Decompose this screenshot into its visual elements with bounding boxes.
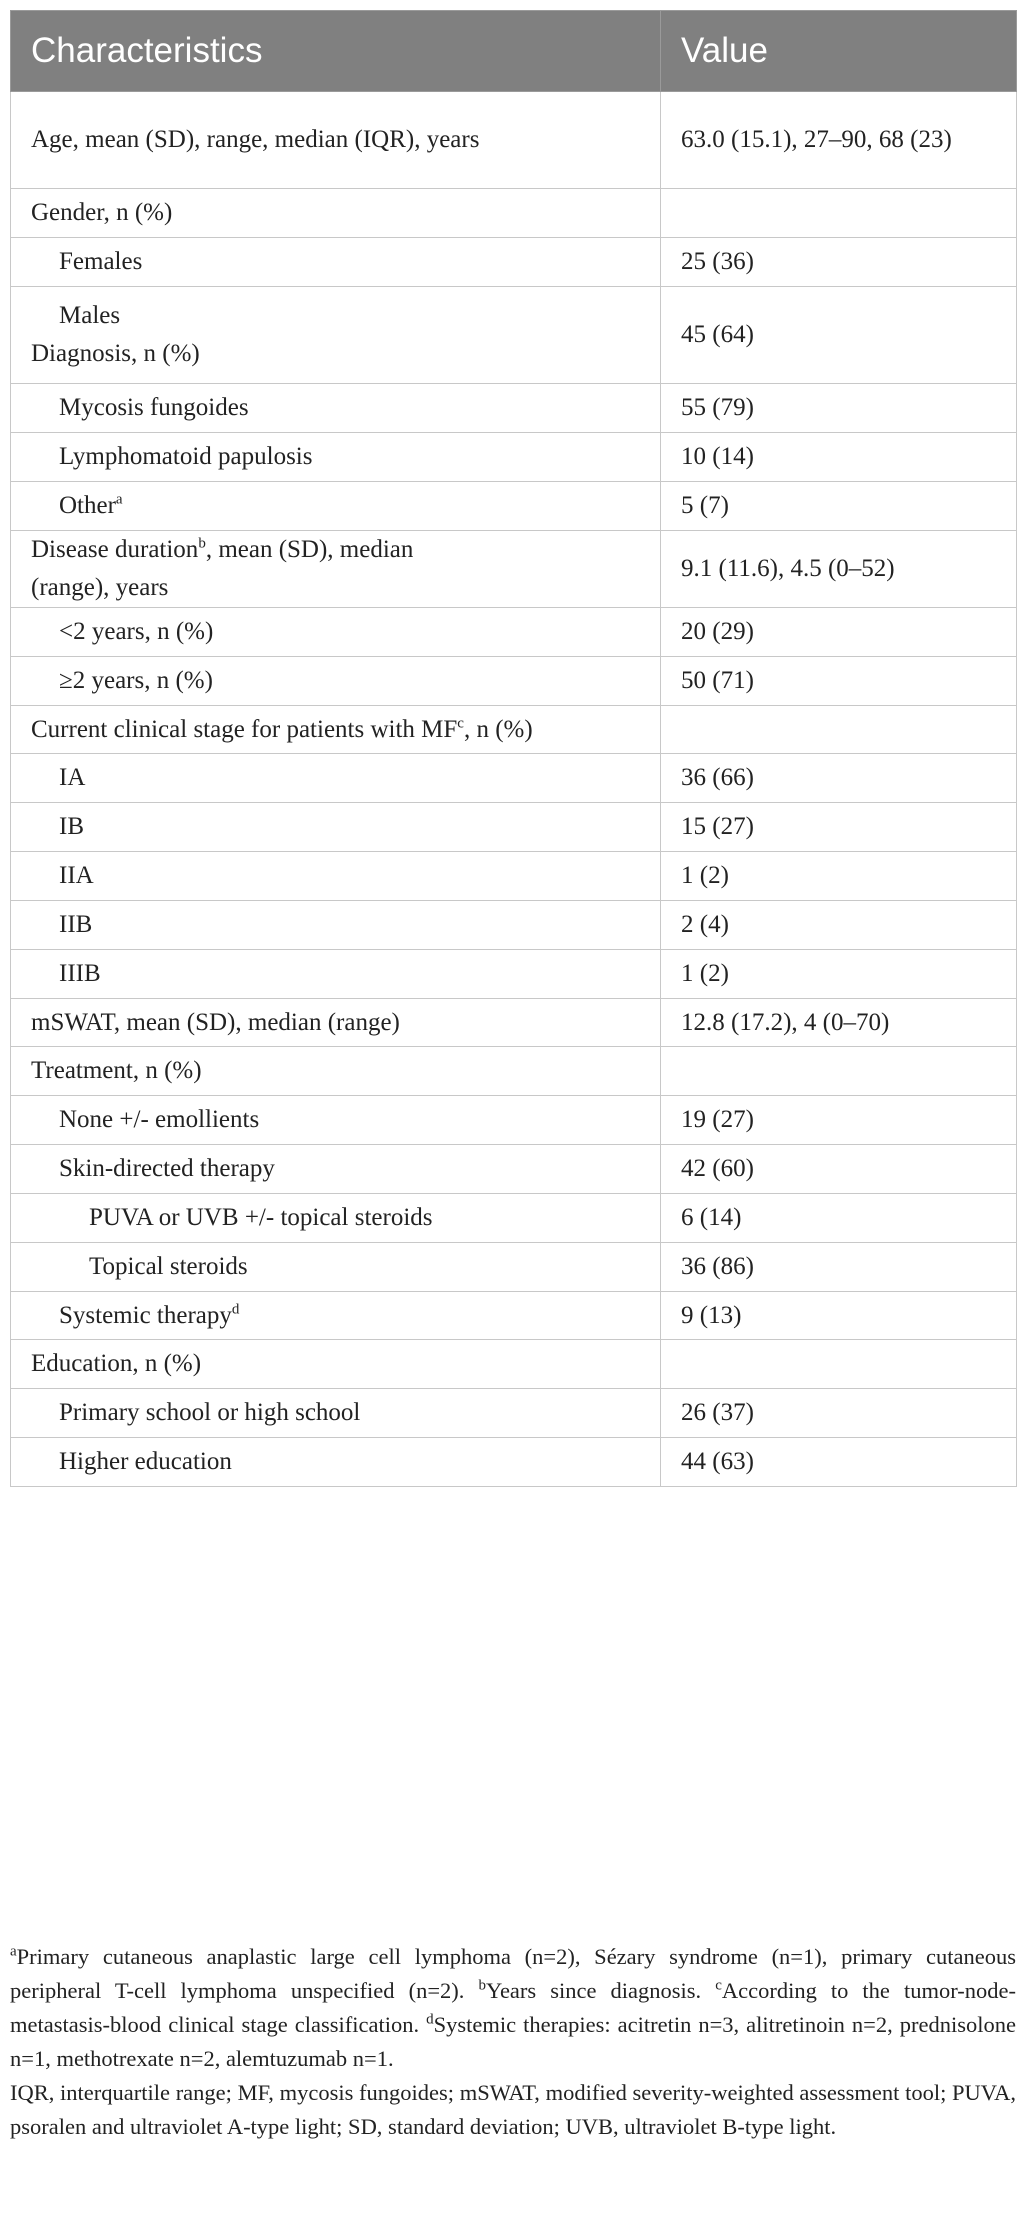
row-label [11, 803, 661, 852]
row-label-text: Other [59, 492, 116, 519]
row-value: 1 (2) [661, 950, 1017, 999]
table-row [11, 901, 1017, 950]
row-value: 44 (63) [661, 1438, 1017, 1487]
row-label-text: IIB [59, 911, 93, 938]
footnote-c-marker: c [715, 1977, 722, 1994]
table-row [11, 950, 1017, 999]
row-label-text-2: Diagnosis, n (%) [31, 340, 200, 367]
row-label-text: Age, mean (SD), range, median (IQR), years [31, 126, 480, 153]
row-value: 12.8 (17.2), 4 (0–70) [661, 999, 1017, 1047]
row-value: 50 (71) [661, 657, 1017, 706]
row-label-text: None +/- emollients [59, 1106, 260, 1133]
footnote-d-text: Systemic therapies: acitretin n=3, alitretinoin n=2, prednisolone n=1, methotrexate n=2, alemtuzumab n=1. [10, 2012, 1016, 2071]
row-value: 5 (7) [661, 482, 1017, 531]
row-label [11, 1096, 661, 1145]
row-value [661, 189, 1017, 238]
row-label [11, 482, 661, 531]
table-row [11, 482, 1017, 531]
row-value: 15 (27) [661, 803, 1017, 852]
row-label-text: Current clinical stage for patients with MF [31, 715, 458, 743]
row-label-text: Topical steroids [89, 1253, 248, 1280]
row-label-text: Primary school or high school [59, 1399, 361, 1426]
characteristics-table [10, 10, 1017, 1487]
row-value: 42 (60) [661, 1145, 1017, 1194]
row-label-text: Systemic therapy [59, 1301, 232, 1329]
table-row [11, 1194, 1017, 1243]
row-label [11, 1292, 661, 1340]
row-label-text: <2 years, n (%) [59, 618, 214, 645]
row-label [11, 1389, 661, 1438]
row-label-rest: , n (%) [463, 715, 533, 743]
row-label [11, 1340, 661, 1389]
row-label [11, 531, 661, 608]
row-label [11, 950, 661, 999]
header-characteristics: Characteristics [11, 11, 661, 92]
footnote-a-text: Primary cutaneous anaplastic large cell lymphoma (n=2), Sézary syndrome (n=1), primary cutaneous peripheral T-cell lymphoma unspecified (n=2). [10, 1944, 1016, 2003]
row-label [11, 657, 661, 706]
row-value: 45 (64) [661, 287, 1017, 384]
row-value: 20 (29) [661, 608, 1017, 657]
row-label-text: Lymphomatoid papulosis [59, 443, 313, 470]
footnote-b-text: Years since diagnosis. [485, 1978, 716, 2003]
footnote-d-marker: d [426, 2011, 434, 2028]
footnote-marker: b [198, 535, 206, 552]
table-row [11, 1096, 1017, 1145]
row-value: 63.0 (15.1), 27–90, 68 (23) [661, 92, 1017, 189]
row-label-text: IB [59, 813, 84, 840]
table-row [11, 706, 1017, 754]
footnote-b-marker: b [478, 1977, 486, 1994]
row-label [11, 92, 661, 189]
row-label [11, 999, 661, 1047]
row-value: 9.1 (11.6), 4.5 (0–52) [661, 531, 1017, 608]
row-label-text: ≥2 years, n (%) [59, 667, 213, 694]
row-label-text: Males [59, 302, 121, 329]
row-value: 36 (86) [661, 1243, 1017, 1292]
row-label-text: mSWAT, mean (SD), median (range) [31, 1008, 400, 1036]
row-label [11, 384, 661, 433]
row-label-text: PUVA or UVB +/- topical steroids [89, 1204, 433, 1231]
row-label [11, 238, 661, 287]
table-row [11, 1243, 1017, 1292]
row-label [11, 608, 661, 657]
footnote-marker: d [231, 1301, 240, 1318]
row-label-text: IIIB [59, 960, 101, 987]
table-header-row [11, 11, 1017, 92]
row-label [11, 1047, 661, 1096]
table-row [11, 1340, 1017, 1389]
row-label [11, 433, 661, 482]
row-label-rest: , mean (SD), median [205, 536, 414, 563]
table-row [11, 287, 1017, 384]
footnote-marker: c [457, 715, 464, 732]
row-value [661, 1047, 1017, 1096]
row-value: 26 (37) [661, 1389, 1017, 1438]
row-label-text: Treatment, n (%) [31, 1057, 202, 1084]
row-label [11, 1145, 661, 1194]
row-label-text: IIA [59, 862, 94, 889]
row-value: 19 (27) [661, 1096, 1017, 1145]
row-label [11, 852, 661, 901]
table-row [11, 531, 1017, 608]
footnote-marker: a [115, 491, 123, 508]
row-label [11, 1438, 661, 1487]
row-label [11, 189, 661, 238]
row-label-text: Higher education [59, 1448, 232, 1475]
row-label-text-2: (range), years [31, 574, 169, 601]
row-label [11, 706, 661, 754]
table-row [11, 1438, 1017, 1487]
table-row [11, 189, 1017, 238]
table-row [11, 433, 1017, 482]
footnote-c-text: According to the tumor-node-metastasis-blood clinical stage classification. [10, 1978, 1016, 2037]
row-value: 2 (4) [661, 901, 1017, 950]
table-row [11, 1145, 1017, 1194]
row-label [11, 1194, 661, 1243]
table-row [11, 1047, 1017, 1096]
table-row [11, 384, 1017, 433]
table-row [11, 803, 1017, 852]
row-label-text: Mycosis fungoides [59, 394, 249, 421]
table-row [11, 1389, 1017, 1438]
footnote-paragraph [10, 1940, 1016, 2076]
table-footnotes [10, 1940, 1016, 2144]
row-value: 10 (14) [661, 433, 1017, 482]
row-label-text: Gender, n (%) [31, 199, 173, 226]
row-label [11, 287, 661, 384]
row-label [11, 754, 661, 803]
abbreviations-note: IQR, interquartile range; MF, mycosis fungoides; mSWAT, modified severity-weighted assessment tool; PUVA, psoralen and ultraviolet A-type light; SD, standard deviation; UVB, ultraviolet B-type light. [10, 2080, 1016, 2139]
row-label [11, 901, 661, 950]
row-value [661, 706, 1017, 754]
row-value: 9 (13) [661, 1292, 1017, 1340]
table-row [11, 238, 1017, 287]
row-label [11, 1243, 661, 1292]
row-label-text: IA [59, 764, 86, 791]
row-label-text: Skin-directed therapy [59, 1155, 275, 1182]
row-value: 25 (36) [661, 238, 1017, 287]
table-row [11, 852, 1017, 901]
header-value: Value [661, 11, 1017, 92]
table-row [11, 92, 1017, 189]
row-value: 36 (66) [661, 754, 1017, 803]
table-row [11, 608, 1017, 657]
row-value [661, 1340, 1017, 1389]
table-row [11, 999, 1017, 1047]
footnote-a-marker: a [10, 1943, 17, 1960]
row-value: 6 (14) [661, 1194, 1017, 1243]
row-label-text: Females [59, 248, 143, 275]
table-row [11, 754, 1017, 803]
table-row [11, 1292, 1017, 1340]
row-value: 1 (2) [661, 852, 1017, 901]
row-label-text: Education, n (%) [31, 1350, 202, 1377]
row-label-text: Disease duration [31, 536, 199, 563]
table-row [11, 657, 1017, 706]
table-body [11, 92, 1017, 1487]
row-value: 55 (79) [661, 384, 1017, 433]
